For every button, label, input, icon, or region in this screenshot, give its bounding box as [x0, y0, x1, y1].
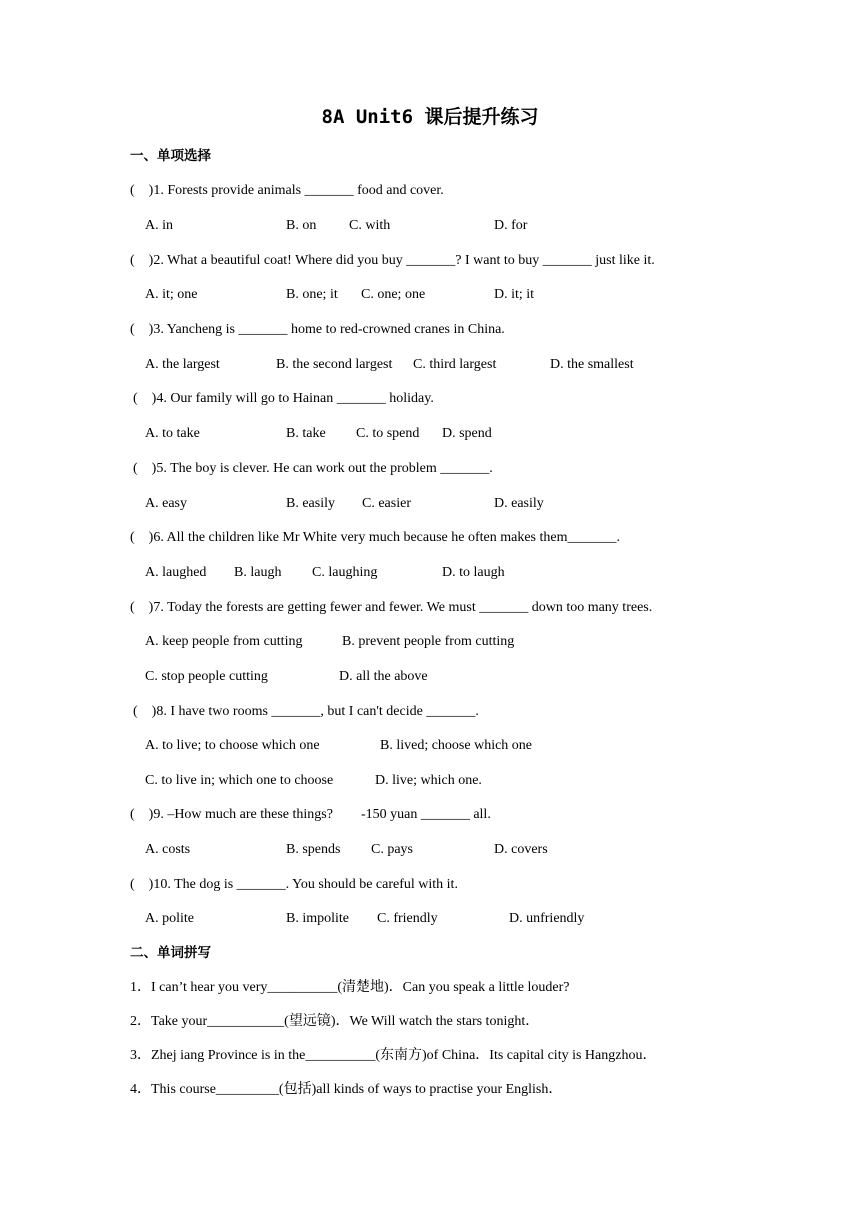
- option-b: B. spends: [286, 842, 341, 857]
- question-stem: ( )5. The boy is clever. He can work out the problem _______.: [133, 461, 493, 476]
- option-c: C. one; one: [361, 287, 426, 302]
- option-a: A. costs: [145, 842, 191, 857]
- option-a: A. keep people from cutting: [145, 634, 303, 649]
- spelling-item: 2．Take your___________(望远镜)．We Will watch the stars tonight．: [130, 1014, 540, 1029]
- option-b: B. on: [286, 218, 317, 233]
- option-d: D. spend: [442, 426, 492, 441]
- option-c: C. friendly: [377, 911, 438, 926]
- option-a: A. easy: [145, 496, 187, 511]
- option-c: C. to spend: [356, 426, 420, 441]
- option-d: D. to laugh: [442, 565, 505, 580]
- option-d: D. easily: [494, 496, 544, 511]
- spelling-item: 3．Zhej iang Province is in the__________(东南方)of China．Its capital city is Hangzhou．: [130, 1048, 657, 1063]
- option-a: A. to live; to choose which one: [145, 738, 320, 753]
- option-c: C. with: [349, 218, 391, 233]
- option-a: A. it; one: [145, 287, 198, 302]
- option-a: A. laughed: [145, 565, 207, 580]
- option-d: D. covers: [494, 842, 548, 857]
- option-d: D. it; it: [494, 287, 535, 302]
- option-a: A. the largest: [145, 357, 220, 372]
- option-c: C. pays: [371, 842, 413, 857]
- option-a: A. in: [145, 218, 173, 233]
- question-stem: ( )3. Yancheng is _______ home to red-crowned cranes in China.: [130, 322, 505, 337]
- option-c: C. stop people cutting: [145, 669, 268, 684]
- option-b: B. lived; choose which one: [380, 738, 533, 753]
- option-a: A. polite: [145, 911, 194, 926]
- question-stem: ( )8. I have two rooms _______, but I can't decide _______.: [133, 704, 479, 719]
- option-b: B. one; it: [286, 287, 338, 302]
- option-b: B. laugh: [234, 565, 282, 580]
- page-title: 8A Unit6 课后提升练习: [321, 106, 539, 128]
- question-stem: ( )2. What a beautiful coat! Where did you buy _______? I want to buy _______ just like it.: [130, 253, 655, 268]
- option-d: D. live; which one.: [375, 773, 482, 788]
- option-a: A. to take: [145, 426, 200, 441]
- question-stem: ( )4. Our family will go to Hainan _______ holiday.: [133, 391, 434, 406]
- option-b: B. impolite: [286, 911, 349, 926]
- spelling-item: 4．This course_________(包括)all kinds of ways to practise your English．: [130, 1082, 563, 1097]
- question-stem: ( )1. Forests provide animals _______ food and cover.: [130, 183, 444, 198]
- spelling-item: 1．I can’t hear you very__________(清楚地)．Can you speak a little louder?: [130, 980, 570, 995]
- option-d: D. the smallest: [550, 357, 634, 372]
- option-b: B. take: [286, 426, 326, 441]
- option-c: C. to live in; which one to choose: [145, 773, 334, 788]
- section-heading-single-choice: 一、单项选择: [130, 148, 211, 164]
- section-heading-spelling: 二、单词拼写: [130, 945, 211, 961]
- option-c: C. laughing: [312, 565, 378, 580]
- option-b: B. easily: [286, 496, 335, 511]
- question-stem: ( )10. The dog is _______. You should be careful with it.: [130, 877, 458, 892]
- option-d: D. unfriendly: [509, 911, 585, 926]
- question-stem: ( )9. –How much are these things? -150 yuan _______ all.: [130, 807, 491, 822]
- option-b: B. prevent people from cutting: [342, 634, 515, 649]
- option-d: D. for: [494, 218, 528, 233]
- option-c: C. third largest: [413, 357, 497, 372]
- option-c: C. easier: [362, 496, 411, 511]
- question-stem: ( )6. All the children like Mr White very much because he often makes them_______.: [130, 530, 620, 545]
- option-b: B. the second largest: [276, 357, 393, 372]
- question-stem: ( )7. Today the forests are getting fewer and fewer. We must _______ down too many trees.: [130, 600, 653, 615]
- option-d: D. all the above: [339, 669, 428, 684]
